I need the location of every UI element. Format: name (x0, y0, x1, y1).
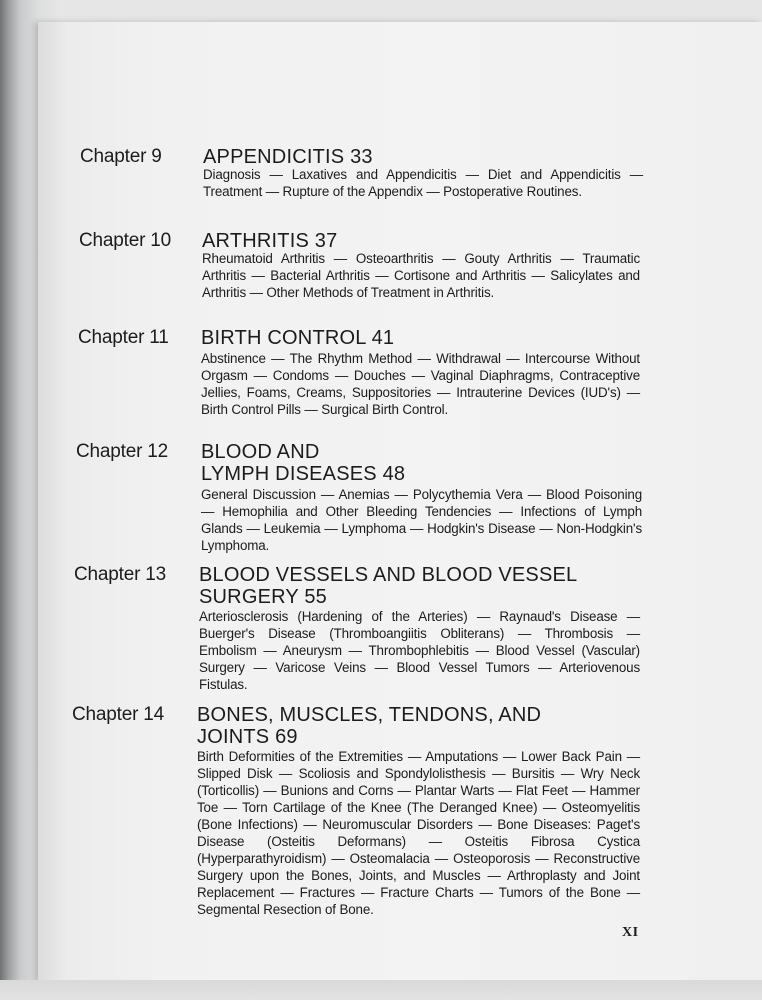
toc-entry-chapter-11 (78, 327, 658, 417)
toc-entry-chapter-10 (79, 230, 659, 300)
page-number: XI (622, 925, 639, 940)
chapter-title (201, 441, 405, 485)
chapter-title (203, 146, 373, 168)
chapter-topics: Rheumatoid Arthritis — Osteoarthritis — Gouty Arthritis — Traumatic Arthritis — Bacterial Arthritis — Cortisone and Arthritis — Salicylates and Arthritis — Other Methods of Treatment in Arthritis. (202, 251, 640, 300)
chapter-topics: Birth Deformities of the Extremities — Amputations — Lower Back Pain — Slipped Disk — Scoliosis and Spondylolisthesis — Bursitis — Wry Neck (Torticollis) — Bunions and Corns — Plantar Warts — Flat Feet — Hammer Toe — Torn Cartilage of the Knee (The Deranged Knee) — Osteomyelitis (Bone Infections) — Neuromuscular Disorders — Bone Diseases: Paget's Disease (Osteitis Deformans) — Osteitis Fibrosa Cystica (Hyperparathyroidism) — Osteomalacia — Osteoporosis — Reconstructive Surgery upon the Bones, Joints, and Muscles — Arthroplasty and Joint Replacement — Fractures — Fracture Charts — Tumors of the Bone — Segmental Resection of Bone. (197, 749, 640, 917)
table-surface (0, 980, 762, 1000)
chapter-label: Chapter 10 (79, 230, 172, 251)
chapter-label: Chapter 9 (80, 146, 162, 167)
chapter-topics: Abstinence — The Rhythm Method — Withdrawal — Intercourse Without Orgasm — Condoms — Douches — Vaginal Diaphragms, Contraceptive Jellies, Foams, Creams, Suppositories — Intrauterine Devices (IUD's) — Birth Control Pills — Surgical Birth Control. (201, 351, 640, 417)
toc-entry-chapter-14 (72, 704, 672, 917)
chapter-title-line: SURGERY 55 (199, 586, 327, 608)
toc-entry-chapter-12 (76, 441, 666, 553)
chapter-title (201, 327, 394, 349)
toc-entry-chapter-9 (80, 146, 660, 198)
chapter-topics: Arteriosclerosis (Hardening of the Arteries) — Raynaud's Disease — Buerger's Disease (Thromboangiitis Obliterans) — Thrombosis — Embolism — Aneurysm — Thrombophlebitis — Blood Vessel (Vascular) Surgery — Varicose Veins — Blood Vessel Tumors — Arteriovenous Fistulas. (199, 609, 640, 692)
toc-entry-chapter-13 (74, 564, 674, 692)
chapter-title (202, 230, 337, 252)
chapter-label: Chapter 13 (74, 564, 167, 585)
chapter-title (197, 704, 541, 748)
chapter-label: Chapter 14 (72, 704, 165, 725)
chapter-label: Chapter 11 (78, 327, 169, 348)
chapter-title-line: BLOOD VESSELS AND BLOOD VESSEL (199, 564, 578, 586)
chapter-title-line: ARTHRITIS 37 (202, 230, 338, 252)
chapter-topics: Diagnosis — Laxatives and Appendicitis — Diet and Appendicitis — Treatment — Rupture of the Appendix — Postoperative Routines. (203, 167, 643, 199)
chapter-title-line: BIRTH CONTROL 41 (201, 327, 395, 349)
chapter-title-line: BLOOD AND (201, 441, 320, 463)
chapter-title-line: APPENDICITIS 33 (203, 146, 373, 168)
chapter-topics: General Discussion — Anemias — Polycythemia Vera — Blood Poisoning — Hemophilia and Other Bleeding Tendencies — Infections of Lymph Glands — Leukemia — Lymphoma — Hodgkin's Disease — Non-Hodgkin's Lymphoma. (201, 487, 642, 553)
chapter-title (199, 564, 577, 608)
chapter-label: Chapter 12 (76, 441, 169, 462)
chapter-title-line: BONES, MUSCLES, TENDONS, AND (197, 704, 542, 726)
chapter-title-line: LYMPH DISEASES 48 (201, 463, 406, 485)
chapter-title-line: JOINTS 69 (197, 726, 298, 748)
